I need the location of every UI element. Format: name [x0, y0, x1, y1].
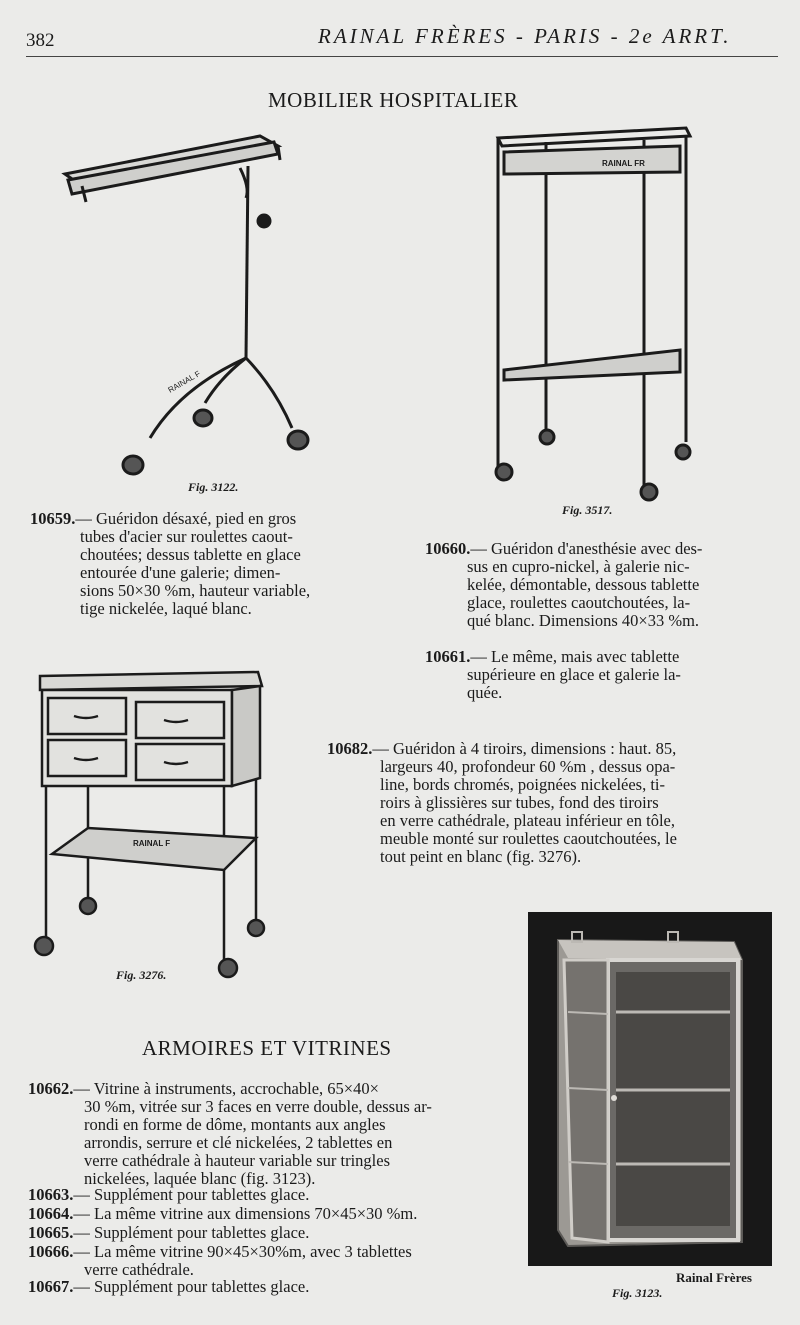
illustration-fig3122	[60, 128, 330, 478]
entry-line: — La même vitrine aux dimensions 70×45×30 %m.	[73, 1204, 418, 1223]
entry-line: choutées; dessus tablette en glace	[80, 545, 301, 564]
photo-fig3123	[528, 912, 772, 1266]
entry-line: glace, roulettes caoutchoutées, la-	[467, 593, 691, 612]
entry-line: roirs à glissières sur tubes, fond des tiroirs	[380, 793, 659, 812]
entry-line: tubes d'acier sur roulettes caout-	[80, 527, 293, 546]
entry-line: — Guéridon à 4 tiroirs, dimensions : haut. 85,	[372, 739, 677, 758]
entry-line: — Guéridon désaxé, pied en gros	[75, 509, 297, 528]
photo-credit: Rainal Frères	[676, 1270, 752, 1285]
brand-mark-drawers: RAINAL F	[133, 839, 171, 848]
entry-line: rondi en forme de dôme, montants aux angles	[84, 1115, 386, 1134]
entry-number: 10666.	[28, 1242, 74, 1261]
entry-number: 10659.	[30, 509, 76, 528]
entry-line: verre cathédrale.	[84, 1260, 194, 1279]
entry-line: — Supplément pour tablettes glace.	[73, 1223, 310, 1242]
entry-10663	[28, 1186, 504, 1204]
entry-10666	[28, 1243, 504, 1279]
brand-mark-tray: RAINAL F	[166, 369, 202, 395]
caption-fig3276: Fig. 3276.	[116, 968, 167, 982]
entry-line: — Le même, mais avec tablette	[470, 647, 680, 666]
caption-fig3122: Fig. 3122.	[188, 480, 239, 494]
entry-line: en verre cathédrale, plateau inférieur en tôle,	[380, 811, 675, 830]
entry-number: 10660.	[425, 539, 471, 558]
entry-line: — Guéridon d'anesthésie avec des-	[470, 539, 703, 558]
entry-line: — Supplément pour tablettes glace.	[73, 1277, 310, 1296]
entry-line: meuble monté sur roulettes caoutchoutées, le	[380, 829, 677, 848]
entry-line: — La même vitrine 90×45×30%m, avec 3 tablettes	[73, 1242, 412, 1261]
entry-line: tige nickelée, laqué blanc.	[80, 599, 252, 618]
entry-line: — Supplément pour tablettes glace.	[73, 1185, 310, 1204]
entry-line: largeurs 40, profondeur 60 %m , dessus opa-	[380, 757, 676, 776]
entry-number: 10665.	[28, 1223, 74, 1242]
entry-line: sions 50×30 %m, hauteur variable,	[80, 581, 311, 600]
entry-10661	[425, 648, 770, 702]
brand-mark-anesthesia: RAINAL FR	[602, 159, 645, 168]
entry-number: 10662.	[28, 1079, 74, 1098]
entry-10660	[425, 540, 770, 630]
entry-line: entourée d'une galerie; dimen-	[80, 563, 281, 582]
entry-line: tout peint en blanc (fig. 3276).	[380, 847, 582, 866]
entry-10682	[327, 740, 777, 866]
illustration-fig3276	[28, 662, 268, 992]
entry-10664	[28, 1205, 504, 1223]
section-title-hospital: MOBILIER HOSPITALIER	[268, 88, 519, 112]
entry-line: arrondis, serrure et clé nickelées, 2 tablettes en	[84, 1133, 393, 1152]
entry-number: 10664.	[28, 1204, 74, 1223]
entry-line: — Vitrine à instruments, accrochable, 65×40×	[73, 1079, 379, 1098]
entry-number: 10663.	[28, 1185, 74, 1204]
entry-10667	[28, 1278, 504, 1296]
entry-10662	[28, 1080, 504, 1188]
entry-line: verre cathédrale à hauteur variable sur tringles	[84, 1151, 391, 1170]
page-number: 382	[26, 30, 55, 51]
entry-line: nickelées, laquée blanc (fig. 3123).	[84, 1169, 316, 1188]
running-head: RAINAL FRÈRES - PARIS - 2e ARRT.	[318, 24, 732, 48]
entry-number: 10661.	[425, 647, 471, 666]
entry-line: line, bords chromés, poignées nickelées, ti-	[380, 775, 666, 794]
caption-fig3123: Fig. 3123.	[612, 1286, 663, 1300]
entry-10659	[30, 510, 375, 618]
entry-line: quée.	[467, 683, 503, 702]
entry-line: supérieure en glace et galerie la-	[467, 665, 681, 684]
section-title-cabinets: ARMOIRES ET VITRINES	[142, 1036, 392, 1060]
entry-line: kelée, démontable, dessous tablette	[467, 575, 700, 594]
entry-number: 10667.	[28, 1277, 74, 1296]
header-rule	[26, 56, 778, 57]
entry-line: 30 %m, vitrée sur 3 faces en verre double, dessus ar-	[84, 1097, 432, 1116]
caption-fig3517: Fig. 3517.	[562, 503, 613, 517]
illustration-fig3517	[490, 122, 700, 502]
entry-number: 10682.	[327, 739, 373, 758]
entry-10665	[28, 1224, 504, 1242]
entry-line: sus en cupro-nickel, à galerie nic-	[467, 557, 690, 576]
entry-line: qué blanc. Dimensions 40×33 %m.	[467, 611, 700, 630]
